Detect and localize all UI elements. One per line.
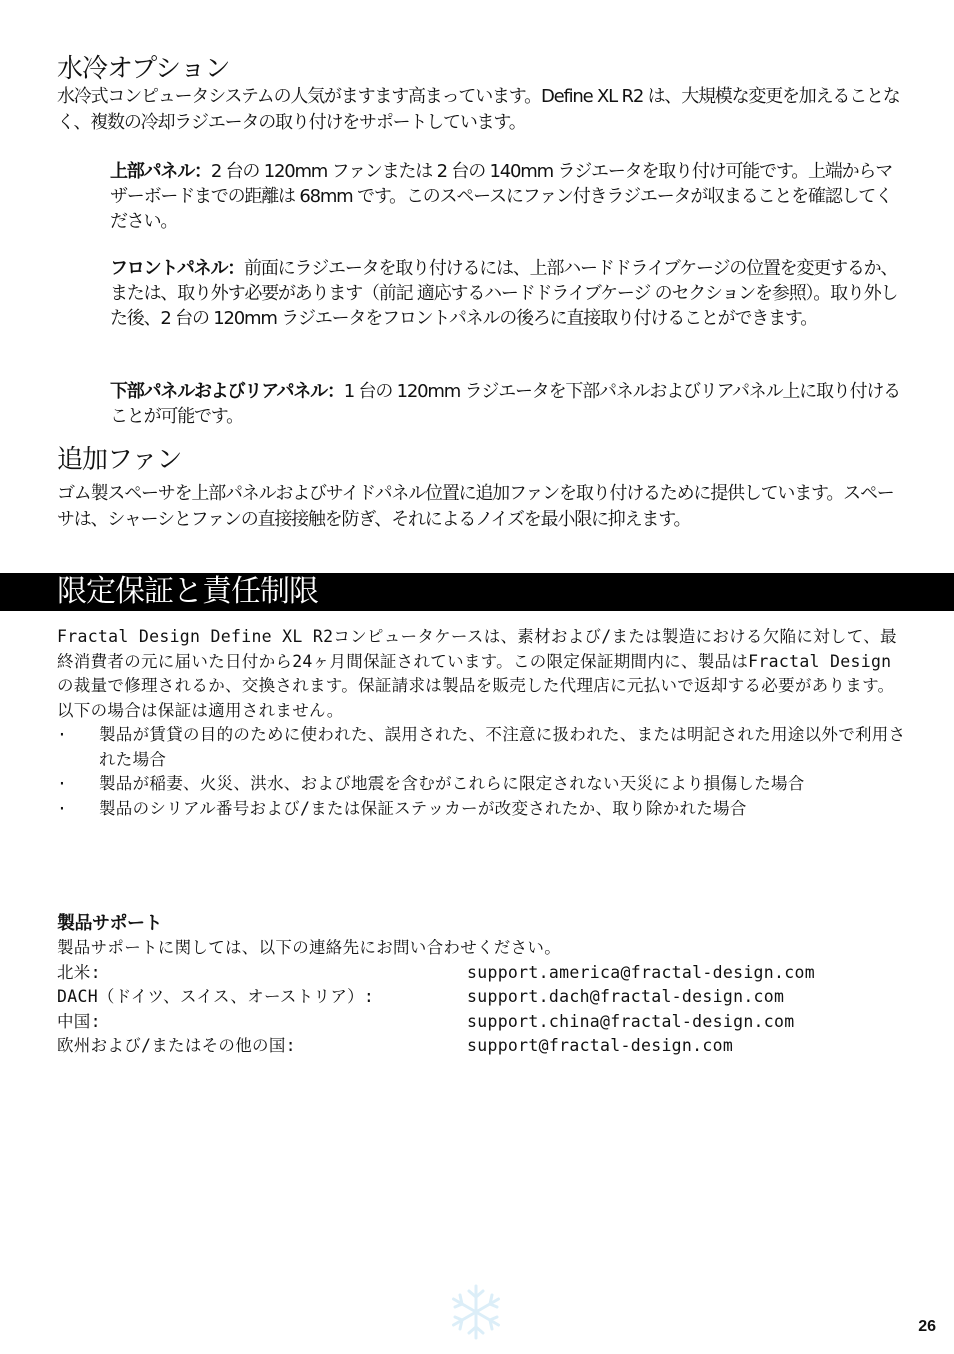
contact-row bbox=[57, 1034, 917, 1059]
warranty-exclusions-intro: 以下の場合は保証は適用されません。 bbox=[57, 700, 344, 720]
contact-email[interactable]: support@fractal-design.com bbox=[467, 1036, 734, 1055]
list-item bbox=[57, 797, 907, 822]
front-panel-text: 前面にラジエータを取り付けるには、上部ハードドライブケージの位置を変更するか、または、取り外す必要があります（前記 適応するハードドライブケージ のセクションを参照）。取り外した後、2 台の 120mm ラジエータをフロントパネルの後ろに直接取り付けることができます。 bbox=[110, 258, 898, 329]
list-item-text: 製品が稲妻、火災、洪水、および地震を含むがこれらに限定されない天災により損傷した場合 bbox=[99, 774, 805, 793]
front-panel-item bbox=[110, 256, 905, 331]
top-panel-item bbox=[110, 159, 905, 234]
warranty-body bbox=[57, 625, 907, 821]
warranty-exclusions-list bbox=[57, 723, 907, 821]
snowflake-icon bbox=[446, 1282, 506, 1342]
bullet-icon: · bbox=[57, 725, 68, 744]
list-item-text: 製品のシリアル番号および/または保証ステッカーが改変されたか、取り除かれた場合 bbox=[99, 798, 747, 818]
bullet-icon: · bbox=[57, 798, 68, 818]
page-number: 26 bbox=[918, 1318, 936, 1335]
contact-email[interactable]: support.china@fractal-design.com bbox=[467, 1011, 795, 1031]
contact-region: 中国: bbox=[57, 1011, 101, 1031]
contact-email[interactable]: support.dach@fractal-design.com bbox=[467, 987, 785, 1006]
warranty-heading: 限定保証と責任制限 bbox=[57, 574, 318, 609]
list-item bbox=[57, 723, 907, 772]
top-panel-label: 上部パネル： bbox=[110, 161, 211, 182]
bottom-rear-panel-text: 1 台の 120mm ラジエータを下部パネルおよびリアパネル上に取り付けることが可能です。 bbox=[110, 381, 900, 427]
support-body bbox=[57, 936, 917, 1059]
top-panel-text: 2 台の 120mm ファンまたは 2 台の 140mm ラジエータを取り付け可能です。上端からマザーボードまでの距離は 68mm です。このスペースにファン付きラジエータが収まることを確認してください。 bbox=[110, 161, 893, 232]
contact-region: 欧州および/またはその他の国: bbox=[57, 1036, 296, 1055]
additional-fans-text: ゴム製スペーサを上部パネルおよびサイドパネル位置に追加ファンを取り付けるために提供しています。スペーサは、シャーシとファンの直接接触を防ぎ、それによるノイズを最小限に抑えます。 bbox=[57, 483, 894, 530]
contact-row bbox=[57, 1010, 917, 1035]
bottom-rear-panel-item bbox=[110, 379, 905, 429]
water-cooling-heading: 水冷オプション bbox=[57, 54, 230, 84]
contact-row bbox=[57, 985, 917, 1010]
contact-region: 北米: bbox=[57, 962, 101, 982]
bottom-rear-panel-label: 下部パネルおよびリアパネル： bbox=[110, 381, 344, 402]
support-intro: 製品サポートに関しては、以下の連絡先にお問い合わせください。 bbox=[57, 938, 561, 957]
contact-row bbox=[57, 961, 917, 986]
contact-region: DACH（ドイツ、スイス、オーストリア）: bbox=[57, 987, 375, 1006]
list-item bbox=[57, 772, 907, 797]
additional-fans-heading: 追加ファン bbox=[57, 445, 182, 475]
water-cooling-intro: 水冷式コンピュータシステムの人気がますます高まっています。Define XL R2 は、大規模な変更を加えることなく、複数の冷却ラジエータの取り付けをサポートしています。 bbox=[57, 86, 900, 133]
bullet-icon: · bbox=[57, 774, 68, 793]
front-panel-label: フロントパネル： bbox=[110, 258, 245, 279]
support-heading: 製品サポート bbox=[57, 913, 162, 934]
contact-email[interactable]: support.america@fractal-design.com bbox=[467, 962, 815, 982]
warranty-banner bbox=[0, 573, 954, 611]
warranty-paragraph: Fractal Design Define XL R2コンピュータケースは、素材および/または製造における欠陥に対して、最終消費者の元に届いた日付から24ヶ月間保証されています。この限定保証期間内に、製品はFractal Designの裁量で修理されるか、交換されます。保証請求は製品を販売した代理店に元払いで返却する必要があります。 bbox=[57, 627, 897, 695]
list-item-text: 製品が賃貸の目的のために使われた、誤用された、不注意に扱われた、または明記された用途以外で利用された場合 bbox=[99, 725, 906, 769]
